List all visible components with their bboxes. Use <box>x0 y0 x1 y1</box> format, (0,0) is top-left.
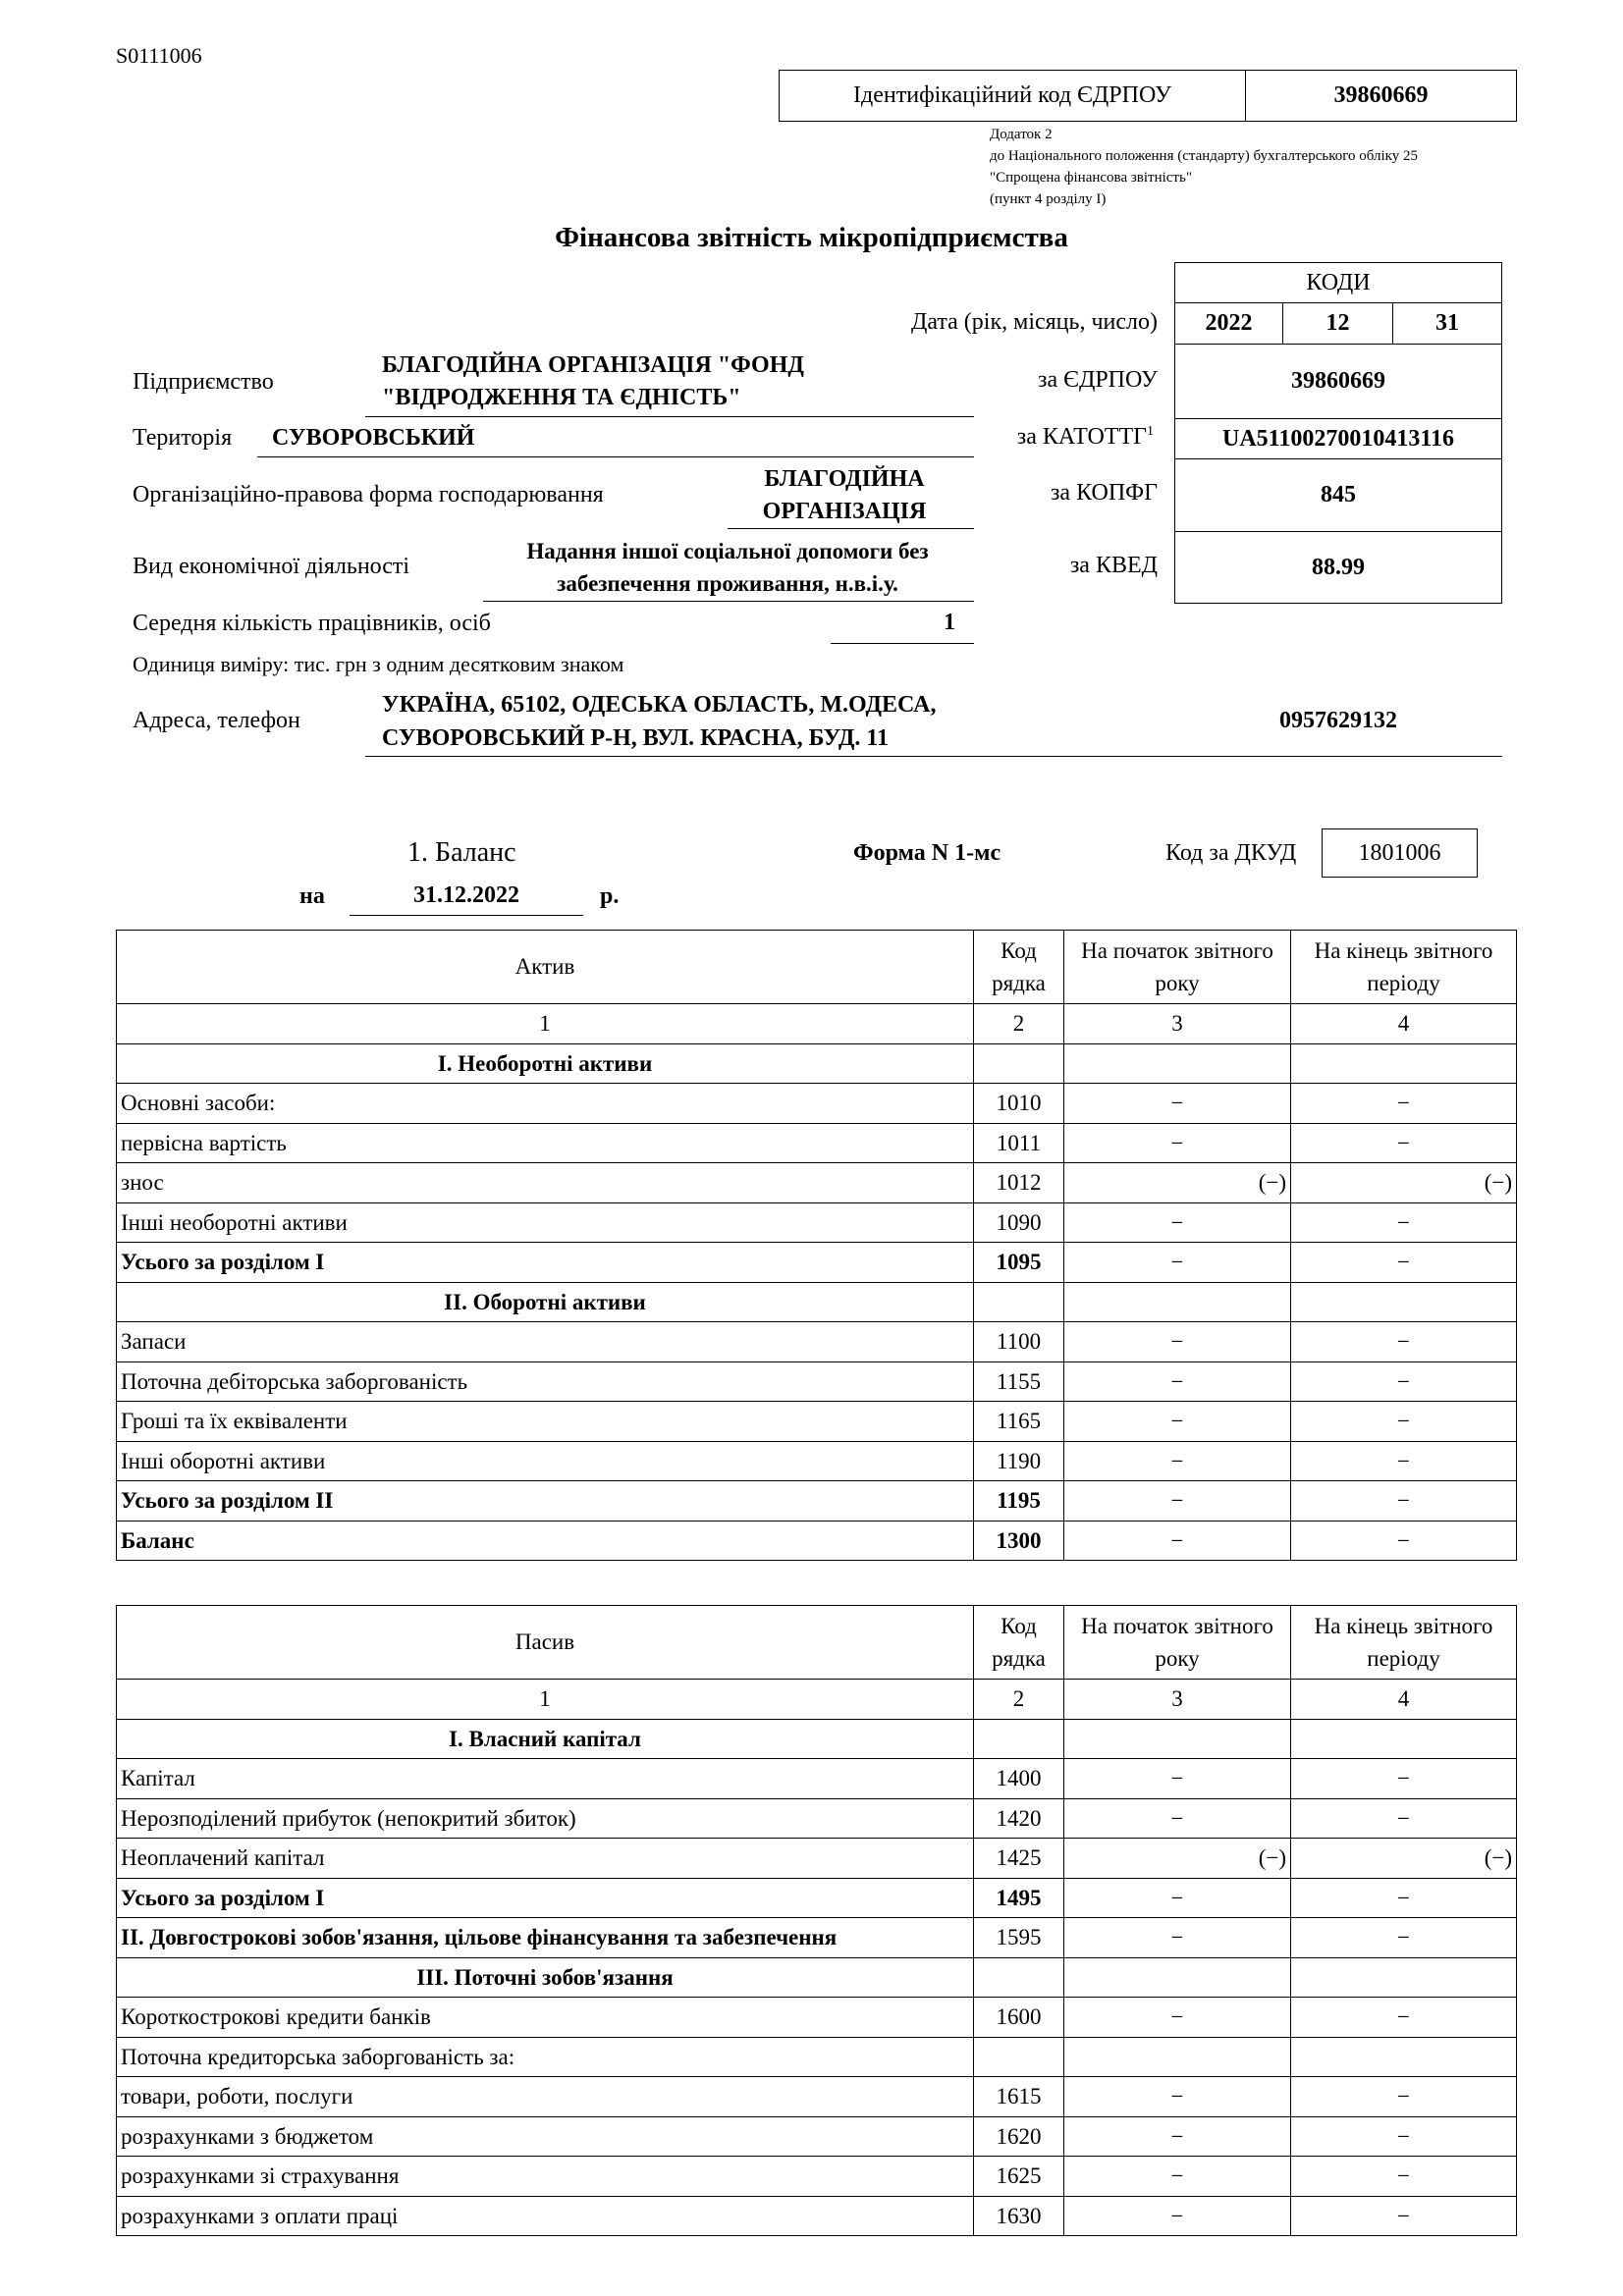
table-row <box>117 1123 1517 1163</box>
assets-col-name: Актив <box>117 931 974 1004</box>
org-form-line2: ОРГАНІЗАЦІЯ <box>762 499 927 524</box>
row-name: знос <box>117 1163 974 1203</box>
row-name: II. Довгострокові зобов'язання, цільове фінансування та забезпечення <box>117 1918 974 1958</box>
liabilities-num-1: 1 <box>117 1680 974 1720</box>
row-name: Гроші та їх еквіваленти <box>117 1402 974 1442</box>
edrpou-label: за ЄДРПОУ <box>1037 367 1158 393</box>
enterprise-line2: "ВІДРОДЖЕННЯ ТА ЄДНІСТЬ" <box>382 385 741 410</box>
edrpou-box <box>779 70 1517 122</box>
row-code: 1620 <box>974 2116 1064 2157</box>
row-end-value: − <box>1291 1322 1517 1362</box>
row-name: Нерозподілений прибуток (непокритий збиток) <box>117 1798 974 1839</box>
row-name: III. Поточні зобов'язання <box>117 1957 974 1998</box>
row-start-value <box>1064 1719 1291 1759</box>
table-row <box>117 1719 1517 1759</box>
row-start-value: − <box>1064 2157 1291 2197</box>
row-name: I. Необоротні активи <box>117 1043 974 1084</box>
codes-year: 2022 <box>1175 303 1283 345</box>
row-start-value: − <box>1064 1243 1291 1283</box>
row-end-value <box>1291 1282 1517 1322</box>
table-row <box>117 1362 1517 1402</box>
liabilities-num-3: 3 <box>1064 1680 1291 1720</box>
appendix-note <box>990 124 1418 210</box>
territory-underline <box>257 456 974 457</box>
row-name: товари, роботи, послуги <box>117 2077 974 2117</box>
codes-kved: 88.99 <box>1312 554 1365 580</box>
table-row <box>117 1481 1517 1522</box>
liabilities-col-end: На кінець звітного періоду <box>1291 1606 1517 1680</box>
row-end-value: − <box>1291 1998 1517 2038</box>
row-name: Інші оборотні активи <box>117 1441 974 1481</box>
row-code: 1090 <box>974 1202 1064 1243</box>
employees-underline <box>831 643 974 644</box>
table-row <box>117 1918 1517 1958</box>
table-row <box>117 1839 1517 1879</box>
row-name: Запаси <box>117 1322 974 1362</box>
row-name: Короткострокові кредити банків <box>117 1998 974 2038</box>
row-code: 1010 <box>974 1084 1064 1124</box>
assets-table <box>116 930 1517 1561</box>
row-start-value <box>1064 1043 1291 1084</box>
codes-month: 12 <box>1283 303 1393 345</box>
table-row <box>117 2116 1517 2157</box>
row-start-value: − <box>1064 1202 1291 1243</box>
row-start-value: − <box>1064 1481 1291 1522</box>
row-start-value: − <box>1064 1123 1291 1163</box>
row-end-value: − <box>1291 1123 1517 1163</box>
liabilities-header-row <box>117 1606 1517 1680</box>
address-value <box>382 688 936 755</box>
row-code <box>974 1043 1064 1084</box>
row-code: 1595 <box>974 1918 1064 1958</box>
phone-value: 0957629132 <box>1279 708 1397 733</box>
row-end-value: (−) <box>1291 1839 1517 1879</box>
appendix-line3: "Спрощена фінансова звітність" <box>990 170 1192 186</box>
employees-label: Середня кількість працівників, осіб <box>133 611 491 636</box>
row-code: 1420 <box>974 1798 1064 1839</box>
row-name: розрахунками з оплати праці <box>117 2196 974 2236</box>
row-name: розрахунками з бюджетом <box>117 2116 974 2157</box>
dkud-label: Код за ДКУД <box>1165 840 1297 866</box>
activity-line2: забезпечення проживання, н.в.і.у. <box>557 571 898 596</box>
table-row <box>117 1957 1517 1998</box>
form-number: Форма N 1-мс <box>853 840 1001 866</box>
assets-num-3: 3 <box>1064 1004 1291 1044</box>
row-end-value: − <box>1291 1202 1517 1243</box>
row-code <box>974 1282 1064 1322</box>
assets-header-row <box>117 931 1517 1004</box>
row-code <box>974 1957 1064 1998</box>
liabilities-table <box>116 1605 1517 2236</box>
balance-r: р. <box>600 883 620 909</box>
row-end-value: − <box>1291 1878 1517 1918</box>
balance-date: 31.12.2022 <box>413 882 519 908</box>
row-name: Усього за розділом I <box>117 1878 974 1918</box>
row-end-value: − <box>1291 1362 1517 1402</box>
row-code <box>974 2037 1064 2077</box>
row-end-value <box>1291 2037 1517 2077</box>
liabilities-col-code: Код рядка <box>974 1606 1064 1680</box>
table-row <box>117 1878 1517 1918</box>
kved-label: за КВЕД <box>1069 553 1158 578</box>
row-start-value: (−) <box>1064 1839 1291 1879</box>
row-end-value <box>1291 1043 1517 1084</box>
row-start-value <box>1064 1957 1291 1998</box>
table-row <box>117 2077 1517 2117</box>
row-code: 1100 <box>974 1322 1064 1362</box>
row-code: 1095 <box>974 1243 1064 1283</box>
address-underline <box>365 756 1502 757</box>
row-end-value: − <box>1291 1521 1517 1561</box>
row-start-value: − <box>1064 1322 1291 1362</box>
row-start-value: − <box>1064 1798 1291 1839</box>
row-name: II. Оборотні активи <box>117 1282 974 1322</box>
activity-label: Вид економічної діяльності <box>133 554 410 579</box>
codes-block <box>1174 262 1502 604</box>
org-form-label: Організаційно-правова форма господарювання <box>133 482 604 507</box>
row-start-value <box>1064 2037 1291 2077</box>
appendix-line1: Додаток 2 <box>990 127 1053 142</box>
table-row <box>117 1282 1517 1322</box>
table-row <box>117 1798 1517 1839</box>
row-end-value: − <box>1291 2077 1517 2117</box>
row-name: Усього за розділом I <box>117 1243 974 1283</box>
row-start-value: − <box>1064 1521 1291 1561</box>
dkud-value: 1801006 <box>1358 839 1441 866</box>
table-row <box>117 1521 1517 1561</box>
row-end-value: − <box>1291 1918 1517 1958</box>
row-start-value: − <box>1064 2077 1291 2117</box>
territory-value: СУВОРОВСЬКИЙ <box>272 425 475 451</box>
dkud-box <box>1322 828 1478 878</box>
table-row <box>117 2196 1517 2236</box>
activity-value <box>483 535 972 600</box>
row-name: Неоплачений капітал <box>117 1839 974 1879</box>
activity-line1: Надання іншої соціальної допомоги без <box>526 539 929 563</box>
row-start-value: − <box>1064 1998 1291 2038</box>
codes-header: КОДИ <box>1175 263 1501 303</box>
row-code: 1630 <box>974 2196 1064 2236</box>
assets-col-start: На початок звітного року <box>1064 931 1291 1004</box>
table-row <box>117 1402 1517 1442</box>
row-end-value: (−) <box>1291 1163 1517 1203</box>
enterprise-label: Підприємство <box>133 369 274 395</box>
row-end-value: − <box>1291 1084 1517 1124</box>
assets-number-row <box>117 1004 1517 1044</box>
row-code: 1495 <box>974 1878 1064 1918</box>
edrpou-box-label: Ідентифікаційний код ЄДРПОУ <box>780 71 1246 121</box>
enterprise-line1: БЛАГОДІЙНА ОРГАНІЗАЦІЯ "ФОНД <box>382 352 804 378</box>
row-start-value: − <box>1064 2116 1291 2157</box>
row-name: первісна вартість <box>117 1123 974 1163</box>
edrpou-box-value: 39860669 <box>1333 82 1429 108</box>
row-code: 1011 <box>974 1123 1064 1163</box>
row-name: Поточна дебіторська заборгованість <box>117 1362 974 1402</box>
row-name: розрахунками зі страхування <box>117 2157 974 2197</box>
table-row <box>117 2037 1517 2077</box>
table-row <box>117 1043 1517 1084</box>
row-start-value: − <box>1064 2196 1291 2236</box>
address-line2: СУВОРОВСЬКИЙ Р-Н, ВУЛ. КРАСНА, БУД. 11 <box>382 725 890 751</box>
row-end-value: − <box>1291 2116 1517 2157</box>
row-code: 1190 <box>974 1441 1064 1481</box>
assets-num-2: 2 <box>974 1004 1064 1044</box>
table-row <box>117 1163 1517 1203</box>
row-name: Усього за розділом II <box>117 1481 974 1522</box>
table-row <box>117 1243 1517 1283</box>
row-name: Баланс <box>117 1521 974 1561</box>
table-row <box>117 1998 1517 2038</box>
katottg-sup: 1 <box>1147 424 1154 439</box>
row-code: 1012 <box>974 1163 1064 1203</box>
row-code: 1425 <box>974 1839 1064 1879</box>
address-label: Адреса, телефон <box>133 708 300 733</box>
liabilities-number-row <box>117 1680 1517 1720</box>
row-code: 1155 <box>974 1362 1064 1402</box>
codes-day: 31 <box>1393 303 1501 345</box>
org-form-underline <box>728 528 974 529</box>
row-start-value: − <box>1064 1918 1291 1958</box>
table-row <box>117 1759 1517 1799</box>
org-form-value <box>727 463 962 528</box>
row-start-value: − <box>1064 1441 1291 1481</box>
row-code: 1400 <box>974 1759 1064 1799</box>
row-start-value <box>1064 1282 1291 1322</box>
assets-col-code: Код рядка <box>974 931 1064 1004</box>
row-code: 1300 <box>974 1521 1064 1561</box>
table-row <box>117 1202 1517 1243</box>
employees-value: 1 <box>944 610 955 635</box>
row-start-value: − <box>1064 1402 1291 1442</box>
date-label: Дата (рік, місяць, число) <box>910 309 1158 335</box>
appendix-line4: (пункт 4 розділу I) <box>990 191 1107 207</box>
row-start-value: − <box>1064 1759 1291 1799</box>
katottg-label-text: за КАТОТТГ <box>1016 424 1147 450</box>
row-code <box>974 1719 1064 1759</box>
form-code: S0111006 <box>116 43 202 68</box>
balance-na: на <box>299 883 325 909</box>
table-row <box>117 1322 1517 1362</box>
balance-title: 1. Баланс <box>407 837 516 868</box>
codes-edrpou: 39860669 <box>1175 345 1501 419</box>
row-code: 1195 <box>974 1481 1064 1522</box>
codes-kopfg: 845 <box>1175 459 1501 532</box>
unit-label: Одиниця виміру: тис. грн з одним десятковим знаком <box>133 652 624 676</box>
row-start-value: (−) <box>1064 1163 1291 1203</box>
row-name: Поточна кредиторська заборгованість за: <box>117 2037 974 2077</box>
row-name: Капітал <box>117 1759 974 1799</box>
liabilities-col-name: Пасив <box>117 1606 974 1680</box>
table-row <box>117 2157 1517 2197</box>
codes-katottg: UA51100270010413116 <box>1175 419 1501 459</box>
assets-col-end: На кінець звітного періоду <box>1291 931 1517 1004</box>
row-start-value: − <box>1064 1362 1291 1402</box>
row-code: 1600 <box>974 1998 1064 2038</box>
row-end-value: − <box>1291 2196 1517 2236</box>
row-end-value <box>1291 1957 1517 1998</box>
row-end-value: − <box>1291 1243 1517 1283</box>
row-end-value <box>1291 1719 1517 1759</box>
row-end-value: − <box>1291 1402 1517 1442</box>
row-end-value: − <box>1291 1798 1517 1839</box>
row-name: I. Власний капітал <box>117 1719 974 1759</box>
row-start-value: − <box>1064 1084 1291 1124</box>
row-end-value: − <box>1291 1441 1517 1481</box>
row-code: 1165 <box>974 1402 1064 1442</box>
document-title: Фінансова звітність мікропідприємства <box>555 222 1068 253</box>
row-end-value: − <box>1291 1759 1517 1799</box>
row-end-value: − <box>1291 2157 1517 2197</box>
table-row <box>117 1441 1517 1481</box>
address-line1: УКРАЇНА, 65102, ОДЕСЬКА ОБЛАСТЬ, М.ОДЕСА, <box>382 692 937 718</box>
enterprise-underline <box>365 416 974 417</box>
activity-underline <box>483 601 974 602</box>
territory-label: Територія <box>133 425 233 451</box>
enterprise-name <box>382 349 804 414</box>
table-row <box>117 1084 1517 1124</box>
appendix-line2: до Національного положення (стандарту) бухгалтерського обліку 25 <box>990 148 1418 164</box>
row-name: Інші необоротні активи <box>117 1202 974 1243</box>
liabilities-num-2: 2 <box>974 1680 1064 1720</box>
balance-date-underline <box>350 915 583 916</box>
row-start-value: − <box>1064 1878 1291 1918</box>
liabilities-col-start: На початок звітного року <box>1064 1606 1291 1680</box>
assets-num-4: 4 <box>1291 1004 1517 1044</box>
katottg-label <box>1017 424 1154 451</box>
row-code: 1615 <box>974 2077 1064 2117</box>
row-end-value: − <box>1291 1481 1517 1522</box>
kopfg-label: за КОПФГ <box>1050 480 1158 506</box>
row-code: 1625 <box>974 2157 1064 2197</box>
row-name: Основні засоби: <box>117 1084 974 1124</box>
assets-num-1: 1 <box>117 1004 974 1044</box>
org-form-line1: БЛАГОДІЙНА <box>764 466 925 492</box>
liabilities-num-4: 4 <box>1291 1680 1517 1720</box>
